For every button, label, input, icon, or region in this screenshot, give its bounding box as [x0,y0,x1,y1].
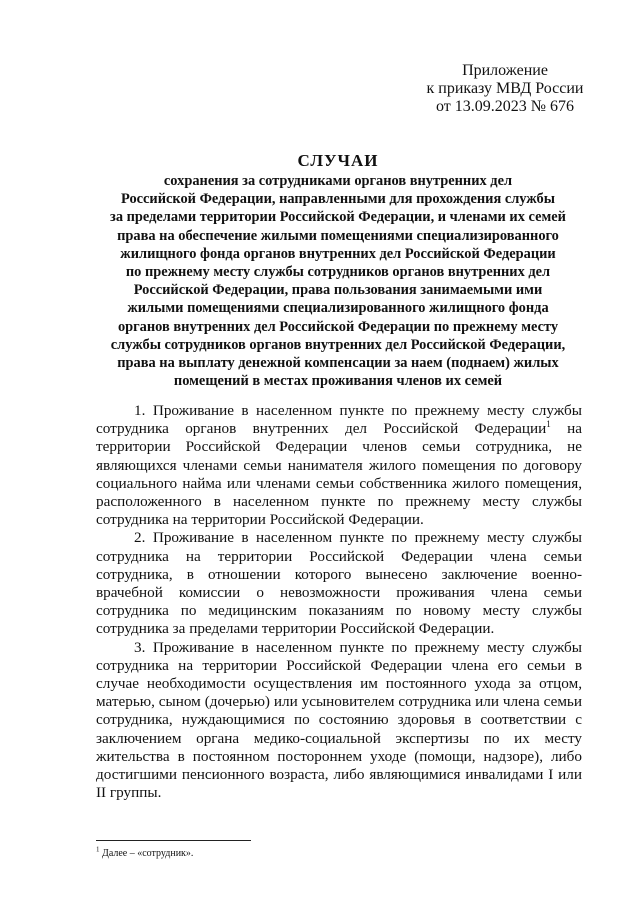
paragraph-1-text-start: 1. Проживание в населенном пункте по прежнему месту службы сотрудника органов внутренних дел Российской Федерации [96,402,582,438]
subtitle-line: жилыми помещениями специализированного жилищного фонда [127,300,549,317]
document-body [96,402,582,802]
footnote [96,845,194,860]
subtitle-line: службы сотрудников органов внутренних дел Российской Федерации, [110,336,566,353]
subtitle-line: сохранения за сотрудниками органов внутренних дел [163,173,513,189]
title-block [88,150,588,390]
appendix-header [415,62,595,116]
subtitle-line: по прежнему месту службы сотрудников органов внутренних дел [125,264,551,281]
paragraph-2: 2. Проживание в населенном пункте по прежнему месту службы сотрудника на территории Российской Федерации члена семьи сотрудника, в отношении которого вынесено заключение военно-врачебной комиссии о невозможности проживания члена семьи сотрудника по медицинским показаниям по новому месту службы сотрудника за пределами территории Российской Федерации. [96,529,582,638]
footnote-marker: 1 [96,845,100,854]
document-title: СЛУЧАИ [297,151,379,170]
subtitle-line: Российской Федерации, направленными для прохождения службы [121,191,555,208]
subtitle-line: права на обеспечение жилыми помещениями специализированного [117,227,559,244]
footnote-text: Далее – «сотрудник». [99,848,194,859]
subtitle-line: помещений в местах проживания членов их семей [173,373,503,390]
appendix-order-ref: к приказу МВД России [426,80,584,97]
subtitle-line: права на выплату денежной компенсации за наем (поднаем) жилых [117,355,559,372]
subtitle-line: за пределами территории Российской Федерации, и членами их семей [110,209,566,226]
appendix-order-date: от 13.09.2023 № 676 [435,98,575,115]
subtitle-line: Российской Федерации, права пользования занимаемыми ими [133,282,543,299]
subtitle-line: органов внутренних дел Российской Федерации по прежнему месту [117,318,559,335]
footnote-ref-1: 1 [546,419,551,430]
paragraph-1-text-end: на территории Российской Федерации членов семьи сотрудника, не являющихся членами семьи нанимателя жилого помещения по договору социального найма или членами семьи собственника жилого помещения, расположенного в населенном пункте по прежнему месту службы сотрудника на территории Российской Федерации. [96,420,582,529]
footnote-separator [96,840,251,841]
paragraph-1 [96,402,582,529]
subtitle-line: жилищного фонда органов внутренних дел Российской Федерации [120,245,556,262]
appendix-label: Приложение [462,62,548,79]
document-subtitle [88,172,588,390]
paragraph-3: 3. Проживание в населенном пункте по прежнему месту службы сотрудника на территории Российской Федерации члена его семьи в случае необходимости осуществления им постоянного ухода за отцом, матерью, сыном (дочерью) или усыновителем сотрудника или члена семьи сотрудника, нуждающимися по состоянию здоровья в соответствии с заключением органа медико-социальной экспертизы по их месту жительства в постоянном постороннем уходе (помощи, надзоре), либо достигшими пенсионного возраста, либо являющимися инвалидами I или II группы. [96,638,582,802]
